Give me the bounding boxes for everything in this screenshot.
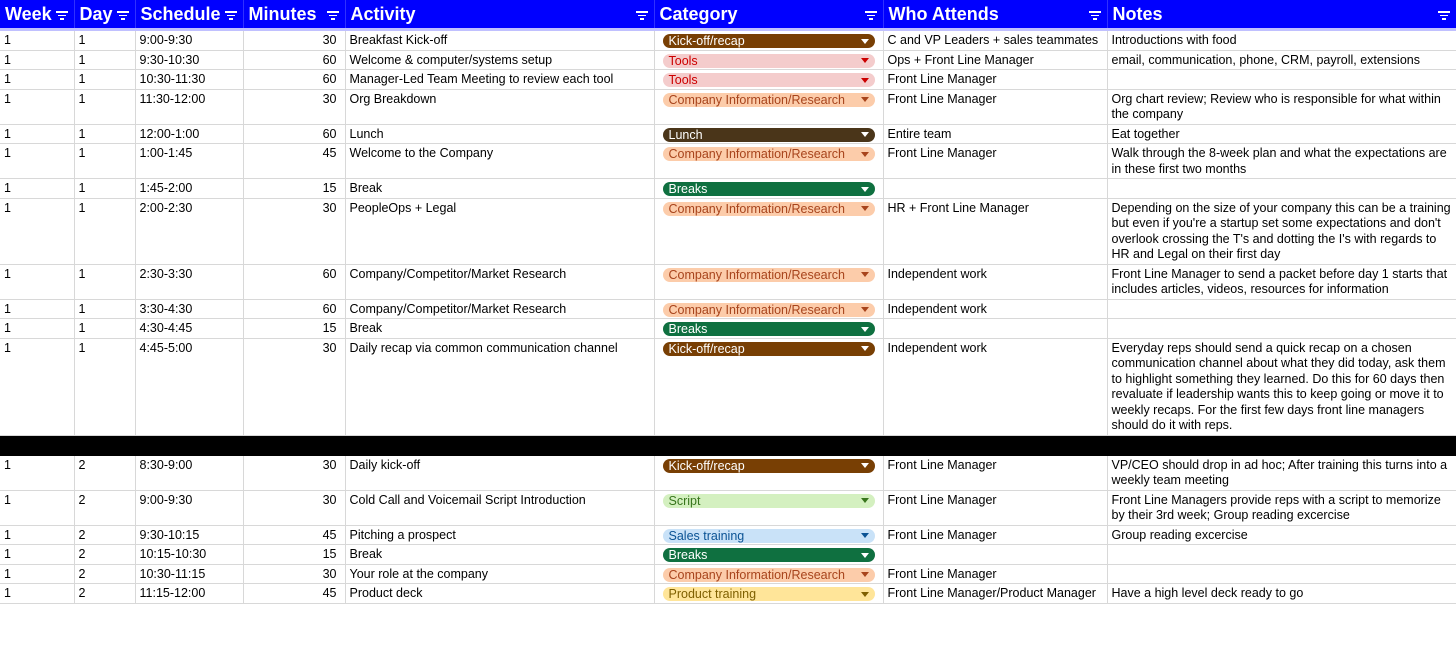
category-dropdown[interactable] [663,182,875,196]
cell-schedule[interactable]: 9:30-10:15 [135,525,243,545]
cell-week[interactable]: 1 [0,198,74,264]
cell-week[interactable]: 1 [0,89,74,124]
header-day[interactable] [74,0,135,30]
cell-notes[interactable]: email, communication, phone, CRM, payroll, extensions [1107,50,1456,70]
table-row [0,564,1456,584]
cell-notes[interactable] [1107,545,1456,565]
table-row [0,70,1456,90]
cell-who-attends[interactable]: HR + Front Line Manager [883,198,1107,264]
dropdown-arrow-icon[interactable] [861,553,869,558]
cell-week[interactable]: 1 [0,584,74,604]
header-minutes-label: Minutes [248,3,317,24]
filter-icon[interactable] [225,11,237,19]
cell-who-attends[interactable]: Front Line Manager [883,490,1107,525]
dropdown-arrow-icon[interactable] [861,58,869,63]
cell-minutes[interactable]: 30 [243,338,345,435]
table-row [0,545,1456,565]
cell-day[interactable]: 1 [74,124,135,144]
cell-notes[interactable]: Have a high level deck ready to go [1107,584,1456,604]
header-category-label: Category [659,3,738,24]
header-minutes[interactable] [243,0,345,30]
cell-activity[interactable]: Welcome & computer/systems setup [345,50,654,70]
cell-activity[interactable]: Lunch [345,124,654,144]
table-row [0,124,1456,144]
cell-category[interactable] [654,30,883,51]
separator-cell[interactable] [0,435,1456,456]
cell-day[interactable]: 1 [74,264,135,299]
cell-minutes[interactable]: 45 [243,525,345,545]
header-week-label: Week [5,3,52,24]
cell-week[interactable]: 1 [0,319,74,339]
cell-minutes[interactable]: 60 [243,124,345,144]
cell-week[interactable]: 1 [0,564,74,584]
cell-schedule[interactable]: 9:00-9:30 [135,490,243,525]
filter-icon[interactable] [865,11,877,19]
category-dropdown[interactable] [663,147,875,161]
cell-minutes[interactable]: 45 [243,144,345,179]
cell-day[interactable]: 2 [74,545,135,565]
header-notes-label: Notes [1112,3,1163,24]
cell-schedule[interactable]: 4:30-4:45 [135,319,243,339]
cell-schedule[interactable]: 8:30-9:00 [135,456,243,491]
cell-category[interactable] [654,70,883,90]
cell-schedule[interactable]: 2:30-3:30 [135,264,243,299]
cell-schedule[interactable]: 9:30-10:30 [135,50,243,70]
cell-activity[interactable]: Daily kick-off [345,456,654,491]
category-label: Lunch [668,127,703,142]
cell-activity[interactable]: Product deck [345,584,654,604]
cell-minutes[interactable]: 30 [243,198,345,264]
category-dropdown[interactable] [663,128,875,142]
dropdown-arrow-icon[interactable] [861,572,869,577]
cell-activity[interactable]: Pitching a prospect [345,525,654,545]
cell-day[interactable]: 1 [74,50,135,70]
cell-day[interactable]: 1 [74,299,135,319]
category-label: Company Information/Research [668,267,845,282]
cell-minutes[interactable]: 15 [243,545,345,565]
table-row [0,144,1456,179]
cell-minutes[interactable]: 30 [243,564,345,584]
filter-icon[interactable] [56,11,68,19]
cell-who-attends[interactable] [883,179,1107,199]
cell-minutes[interactable]: 15 [243,179,345,199]
cell-notes[interactable]: Introductions with food [1107,30,1456,51]
header-week[interactable] [0,0,74,30]
category-dropdown[interactable] [663,268,875,282]
category-dropdown[interactable] [663,342,875,356]
table-row [0,490,1456,525]
cell-schedule[interactable]: 12:00-1:00 [135,124,243,144]
category-dropdown[interactable] [663,494,875,508]
dropdown-arrow-icon[interactable] [861,272,869,277]
cell-minutes[interactable]: 60 [243,299,345,319]
category-label: Breaks [668,182,708,196]
cell-minutes[interactable]: 30 [243,456,345,491]
cell-notes[interactable]: Walk through the 8-week plan and what the expectations are in these first two months [1107,144,1456,179]
cell-day[interactable]: 2 [74,564,135,584]
table-row [0,89,1456,124]
cell-minutes[interactable]: 30 [243,89,345,124]
category-dropdown[interactable] [663,568,875,582]
cell-schedule[interactable]: 1:45-2:00 [135,179,243,199]
cell-activity[interactable]: PeopleOps + Legal [345,198,654,264]
table-row [0,264,1456,299]
cell-week[interactable]: 1 [0,525,74,545]
cell-notes[interactable] [1107,564,1456,584]
cell-category[interactable] [654,584,883,604]
filter-icon[interactable] [1089,11,1101,19]
table-row [0,179,1456,199]
cell-day[interactable]: 1 [74,319,135,339]
dropdown-arrow-icon[interactable] [861,307,869,312]
cell-week[interactable]: 1 [0,264,74,299]
day-separator-row [0,435,1456,456]
cell-minutes[interactable]: 45 [243,584,345,604]
cell-category[interactable] [654,198,883,264]
cell-week[interactable]: 1 [0,144,74,179]
cell-category[interactable] [654,456,883,491]
cell-minutes[interactable]: 30 [243,490,345,525]
cell-activity[interactable]: Manager-Led Team Meeting to review each tool [345,70,654,90]
cell-category[interactable] [654,299,883,319]
cell-week[interactable]: 1 [0,490,74,525]
cell-who-attends[interactable]: Independent work [883,299,1107,319]
header-who-attends[interactable] [883,0,1107,30]
table-row [0,584,1456,604]
cell-schedule[interactable]: 3:30-4:30 [135,299,243,319]
category-dropdown[interactable] [663,34,875,48]
table-row [0,30,1456,51]
table-row [0,456,1456,491]
table-body [0,30,1456,604]
cell-week[interactable]: 1 [0,30,74,51]
cell-activity[interactable]: Company/Competitor/Market Research [345,264,654,299]
cell-day[interactable]: 1 [74,198,135,264]
cell-activity[interactable]: Break [345,179,654,199]
cell-day[interactable]: 2 [74,456,135,491]
dropdown-arrow-icon[interactable] [861,187,869,192]
cell-day[interactable]: 1 [74,89,135,124]
category-label: Tools [668,73,698,87]
cell-minutes[interactable]: 30 [243,30,345,51]
category-label: Breaks [668,322,708,336]
category-dropdown[interactable] [663,529,875,543]
header-row [0,0,1456,30]
category-label: Product training [668,587,757,601]
cell-notes[interactable] [1107,319,1456,339]
dropdown-arrow-icon[interactable] [861,97,869,102]
dropdown-arrow-icon[interactable] [861,132,869,137]
filter-icon[interactable] [636,11,648,19]
category-label: Company Information/Research [668,201,845,216]
table-row [0,525,1456,545]
category-dropdown[interactable] [663,303,875,317]
cell-schedule[interactable]: 9:00-9:30 [135,30,243,51]
category-label: Breaks [668,548,708,562]
cell-who-attends[interactable]: Front Line Manager [883,525,1107,545]
cell-notes[interactable]: Everyday reps should send a quick recap on a chosen communication channel about what they did today, ask them to highlight something they learned. Do this for 60 days then revaluate if leadership wants this to keep going or move it to weekly recaps. For the first few days front line managers should do it with reps. [1107,338,1456,435]
cell-minutes[interactable]: 60 [243,50,345,70]
category-label: Kick-off/recap [668,341,745,356]
cell-who-attends[interactable]: Front Line Manager [883,89,1107,124]
cell-notes[interactable]: Eat together [1107,124,1456,144]
cell-category[interactable] [654,124,883,144]
cell-who-attends[interactable]: Entire team [883,124,1107,144]
category-dropdown[interactable] [663,73,875,87]
cell-who-attends[interactable]: Front Line Manager [883,456,1107,491]
cell-who-attends[interactable]: Front Line Manager [883,564,1107,584]
cell-schedule[interactable]: 11:15-12:00 [135,584,243,604]
cell-category[interactable] [654,490,883,525]
cell-who-attends[interactable]: Ops + Front Line Manager [883,50,1107,70]
dropdown-arrow-icon[interactable] [861,592,869,597]
dropdown-arrow-icon[interactable] [861,463,869,468]
table-row [0,319,1456,339]
dropdown-arrow-icon[interactable] [861,498,869,503]
dropdown-arrow-icon[interactable] [861,39,869,44]
dropdown-arrow-icon[interactable] [861,78,869,83]
cell-schedule[interactable]: 10:15-10:30 [135,545,243,565]
cell-day[interactable]: 2 [74,584,135,604]
cell-activity[interactable]: Company/Competitor/Market Research [345,299,654,319]
cell-who-attends[interactable]: Front Line Manager/Product Manager [883,584,1107,604]
category-label: Company Information/Research [668,302,845,317]
category-dropdown[interactable] [663,322,875,336]
cell-who-attends[interactable]: Front Line Manager [883,144,1107,179]
cell-category[interactable] [654,564,883,584]
cell-day[interactable]: 2 [74,490,135,525]
category-label: Company Information/Research [668,147,845,161]
header-schedule-label: Schedule [140,3,221,24]
dropdown-arrow-icon[interactable] [861,206,869,211]
cell-activity[interactable]: Break [345,545,654,565]
cell-notes[interactable] [1107,299,1456,319]
category-label: Tools [668,53,698,68]
cell-day[interactable]: 1 [74,30,135,51]
cell-category[interactable] [654,319,883,339]
cell-activity[interactable]: Org Breakdown [345,89,654,124]
cell-notes[interactable]: Org chart review; Review who is responsible for what within the company [1107,89,1456,124]
cell-week[interactable]: 1 [0,545,74,565]
header-schedule[interactable] [135,0,243,30]
cell-day[interactable]: 2 [74,525,135,545]
cell-schedule[interactable]: 11:30-12:00 [135,89,243,124]
dropdown-arrow-icon[interactable] [861,327,869,332]
cell-category[interactable] [654,525,883,545]
dropdown-arrow-icon[interactable] [861,346,869,351]
cell-notes[interactable]: Group reading excercise [1107,525,1456,545]
cell-activity[interactable]: Daily recap via common communication channel [345,338,654,435]
cell-week[interactable]: 1 [0,179,74,199]
cell-category[interactable] [654,338,883,435]
category-label: Sales training [668,528,745,543]
cell-activity[interactable]: Your role at the company [345,564,654,584]
dropdown-arrow-icon[interactable] [861,152,869,157]
cell-who-attends[interactable]: C and VP Leaders + sales teammates [883,30,1107,51]
cell-day[interactable]: 1 [74,70,135,90]
cell-notes[interactable]: VP/CEO should drop in ad hoc; After training this turns into a weekly team meeting [1107,456,1456,491]
cell-activity[interactable]: Welcome to the Company [345,144,654,179]
cell-category[interactable] [654,89,883,124]
cell-week[interactable]: 1 [0,299,74,319]
category-dropdown[interactable] [663,202,875,216]
cell-day[interactable]: 1 [74,179,135,199]
cell-who-attends[interactable]: Independent work [883,264,1107,299]
category-label: Company Information/Research [668,567,845,582]
dropdown-arrow-icon[interactable] [861,533,869,538]
category-label: Company Information/Research [668,92,845,107]
cell-minutes[interactable]: 60 [243,70,345,90]
cell-day[interactable]: 1 [74,338,135,435]
cell-category[interactable] [654,179,883,199]
table-row [0,198,1456,264]
cell-category[interactable] [654,264,883,299]
cell-notes[interactable]: Front Line Managers provide reps with a script to memorize by their 3rd week; Group reading excercise [1107,490,1456,525]
category-dropdown[interactable] [663,93,875,107]
cell-week[interactable]: 1 [0,456,74,491]
filter-icon[interactable] [327,11,339,19]
cell-activity[interactable]: Cold Call and Voicemail Script Introduction [345,490,654,525]
cell-who-attends[interactable]: Front Line Manager [883,70,1107,90]
category-dropdown[interactable] [663,548,875,562]
table-row [0,299,1456,319]
cell-schedule[interactable]: 10:30-11:30 [135,70,243,90]
cell-category[interactable] [654,545,883,565]
cell-activity[interactable]: Breakfast Kick-off [345,30,654,51]
cell-category[interactable] [654,50,883,70]
cell-minutes[interactable]: 15 [243,319,345,339]
header-activity-label: Activity [350,3,416,24]
header-category[interactable] [654,0,883,30]
cell-schedule[interactable]: 1:00-1:45 [135,144,243,179]
cell-notes[interactable]: Depending on the size of your company this can be a training but even if you're a startup set some expectations and don't overlook crossing the T's and dotting the I's with regards to HR and Legal on their first day [1107,198,1456,264]
cell-week[interactable]: 1 [0,70,74,90]
header-notes[interactable] [1107,0,1456,30]
cell-week[interactable]: 1 [0,124,74,144]
filter-icon[interactable] [117,11,129,19]
cell-schedule[interactable]: 2:00-2:30 [135,198,243,264]
category-dropdown[interactable] [663,459,875,473]
header-day-label: Day [79,3,113,24]
cell-week[interactable]: 1 [0,50,74,70]
category-label: Kick-off/recap [668,458,745,473]
cell-activity[interactable]: Break [345,319,654,339]
cell-minutes[interactable]: 60 [243,264,345,299]
table-row [0,338,1456,435]
cell-schedule[interactable]: 10:30-11:15 [135,564,243,584]
category-dropdown[interactable] [663,587,875,601]
header-activity[interactable] [345,0,654,30]
cell-notes[interactable] [1107,179,1456,199]
cell-day[interactable]: 1 [74,144,135,179]
cell-notes[interactable]: Front Line Manager to send a packet before day 1 starts that includes articles, videos, resources for information [1107,264,1456,299]
cell-who-attends[interactable]: Independent work [883,338,1107,435]
filter-icon[interactable] [1438,11,1450,19]
cell-who-attends[interactable] [883,545,1107,565]
cell-who-attends[interactable] [883,319,1107,339]
header-who-attends-label: Who Attends [888,3,999,24]
table-row [0,50,1456,70]
category-label: Script [668,493,701,508]
category-label: Kick-off/recap [668,34,745,48]
cell-schedule[interactable]: 4:45-5:00 [135,338,243,435]
cell-week[interactable]: 1 [0,338,74,435]
cell-category[interactable] [654,144,883,179]
category-dropdown[interactable] [663,54,875,68]
cell-notes[interactable] [1107,70,1456,90]
